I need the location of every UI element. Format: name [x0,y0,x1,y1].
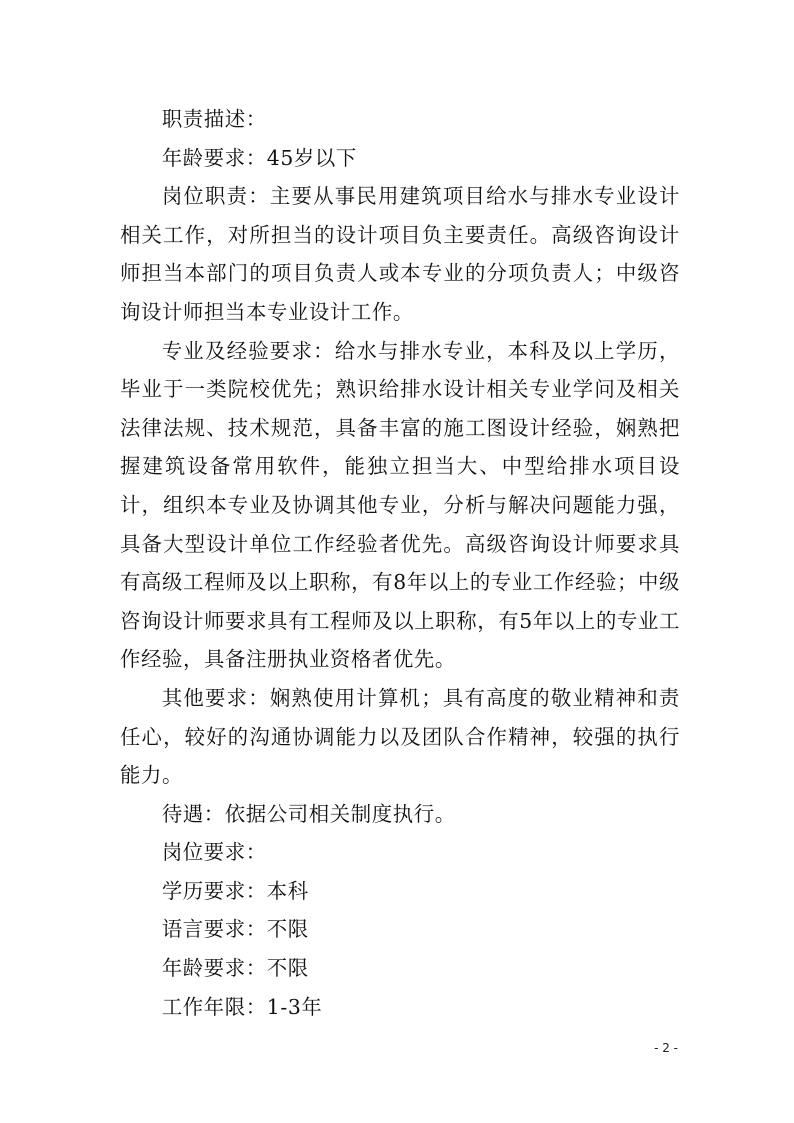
document-body [120,100,680,1026]
paragraph-benefits: 待遇：依据公司相关制度执行。 [161,801,456,826]
paragraph-age-limit: 年龄要求：不限 [161,956,309,981]
paragraph-job-duties: 岗位职责：主要从事民用建筑项目给水与排水专业设计相关工作，对所担当的设计项目负主要责任。高级咨询设计师担当本部门的项目负责人或本专业的分项负责人；中级咨询设计师担当本专业设计工作。 [120,184,680,324]
paragraph-education-requirement: 学历要求：本科 [161,878,309,903]
paragraph-age-requirement: 年龄要求：45岁以下 [161,145,357,170]
paragraph-work-years: 工作年限：1-3年 [161,994,323,1019]
page-number: - 2 - [654,1041,678,1055]
paragraph-duty-description: 职责描述： [161,107,267,131]
paragraph-other-requirement: 其他要求：娴熟使用计算机；具有高度的敬业精神和责任心，较好的沟通协调能力以及团队合作精神，较强的执行能力。 [120,685,680,788]
paragraph-experience-requirement: 专业及经验要求：给水与排水专业，本科及以上学历，毕业于一类院校优先；熟识给排水设计相关专业学问及相关法律法规、技术规范，具备丰富的施工图设计经验，娴熟把握建筑设备常用软件，能独立担当大、中型给排水项目设计，组织本专业及协调其他专业，分析与解决问题能力强，具备大型设计单位工作经验者优先。高级咨询设计师要求具有高级工程师及以上职称，有8年以上的专业工作经验；中级咨询设计师要求具有工程师及以上职称，有5年以上的专业工作经验，具备注册执业资格者优先。 [120,338,680,672]
paragraph-language-requirement: 语言要求：不限 [161,917,309,942]
paragraph-position-requirement: 岗位要求： [161,840,267,865]
